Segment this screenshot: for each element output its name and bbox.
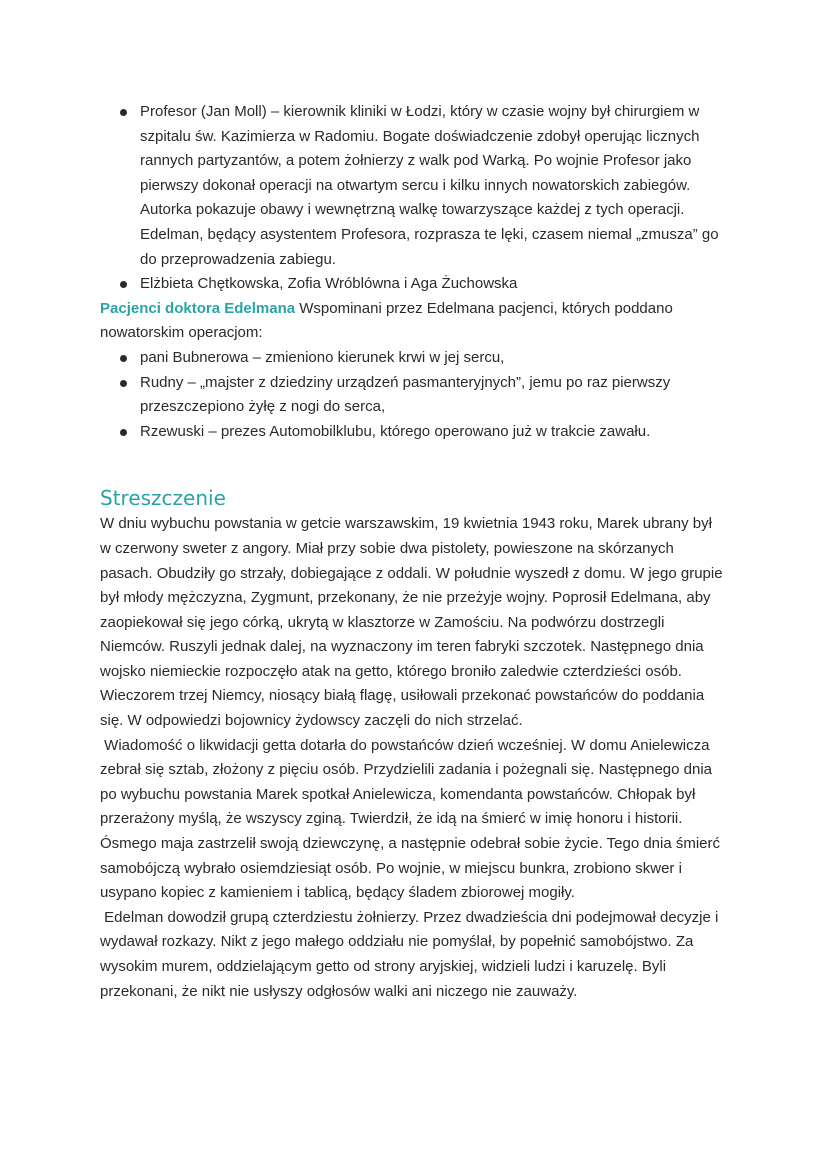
list-item [100,371,725,420]
bullet-icon [120,355,127,362]
summary-paragraph-text: Wiadomość o likwidacji getta dotarła do powstańców dzień wcześniej. W domu Anielewicza zebrał się sztab, złożony z pięciu osób. Przydzielili zadania i pożegnali się. Następnego dnia po wybuchu powstania Marek spotkał Anielewicza, komendanta powstańców. Chłopak był przerażony myślą, że wszyscy zginą. Twierdził, że idą na śmierć w imię honoru i historii. Ósmego maja zastrzelił swoją dziewczynę, a następnie odebrał sobie życie. Tego dnia śmierć samobójczą wybrało osiemdziesiąt osób. Po wojnie, w miejscu bunkra, zrobiono skwer i usypano kopiec z kamieniem i tablicą, będący śladem zbiorowej mogiły. [100,736,721,902]
list-item [100,100,725,272]
bullet-icon [120,429,127,436]
list-item-text: Elżbieta Chętkowska, Zofia Wróblówna i Aga Żuchowska [140,275,518,293]
bullet-icon [120,281,127,288]
summary-paragraph [100,906,725,1004]
list-item [100,272,725,297]
patients-intro: Wspominani przez Edelmana pacjenci, których poddano nowatorskim operacjom: [100,299,673,342]
bullet-icon [120,380,127,387]
section-heading-summary: Streszczenie [100,486,226,511]
list-item-text: pani Bubnerowa – zmieniono kierunek krwi w jej sercu, [140,348,505,366]
summary-paragraph [100,734,725,906]
characters-list [100,100,725,297]
summary-paragraph: W dniu wybuchu powstania w getcie warszawskim, 19 kwietnia 1943 roku, Marek ubrany był w czerwony sweter z angory. Miał przy sobie dwa pistolety, powieszone na skórzanych pasach. Obudziły go strzały, dobiegające z oddali. W południe wyszedł z domu. W jego grupie był młody mężczyzna, Zygmunt, przekonany, że nie przeżyje wojny. Poprosił Edelmana, aby zaopiekował się jego córką, ukrytą w klasztorze w Zamościu. Na podwórzu dostrzegli Niemców. Ruszyli jednak dalej, na wyznaczony im teren fabryki szczotek. Następnego dnia wojsko niemieckie rozpoczęło atak na getto, którego broniło zaledwie czterdzieści osób. Wieczorem trzej Niemcy, niosący białą flagę, usiłowali przekonać powstańców do poddania się. W odpowiedzi bojownicy żydowscy zaczęli do nich strzelać. [100,515,723,730]
list-item-text: Rzewuski – prezes Automobilklubu, którego operowano już w trakcie zawału. [140,422,651,440]
bullet-icon [120,109,127,116]
list-item [100,346,725,371]
list-item-text: Profesor (Jan Moll) – kierownik kliniki w Łodzi, który w czasie wojny był chirurgiem w szpitalu św. Kazimierza w Radomiu. Bogate doświadczenie zdobył operując licznych rannych partyzantów, a potem żołnierzy z walk pod Warką. Po wojnie Profesor jako pierwszy dokonał operacji na otwartym sercu i kilku innych nowatorskich zabiegów. Autorka pokazuje obawy i wewnętrzną walkę towarzyszące każdej z tych operacji. Edelman, będący asystentem Profesora, rozprasza te lęki, czasem niemal „zmusza” go do przeprowadzenia zabiegu. [140,103,719,268]
patients-list [100,346,725,444]
list-item [100,420,725,445]
patients-paragraph [100,297,725,346]
summary-paragraph-text: Edelman dowodził grupą czterdziestu żołnierzy. Przez dwadzieścia dni podejmował decyzje i wydawał rozkazy. Nikt z jego małego oddziału nie pomyślał, by popełnić samobójstwo. Za wysokim murem, oddzielającym getto od strony aryjskiej, widzieli ludzi i karuzelę. Byli przekonani, że nikt nie usłyszy odgłosów walki ani niczego nie zauważy. [100,908,719,1000]
patients-heading: Pacjenci doktora Edelmana [100,299,296,317]
document-page [100,100,725,1004]
list-item-text: Rudny – „majster z dziedziny urządzeń pasmanteryjnych”, jemu po raz pierwszy przeszczepiono żyłę z nogi do serca, [140,373,671,416]
